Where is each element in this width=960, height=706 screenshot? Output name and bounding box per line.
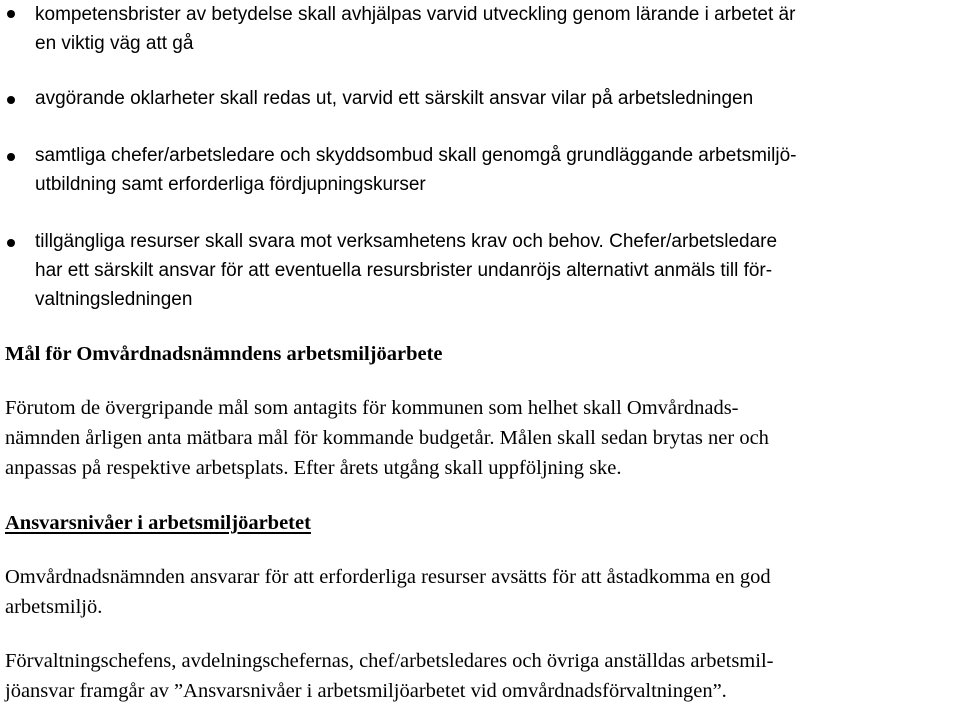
text-line: en viktig väg att gå: [35, 33, 194, 54]
text-line: avgörande oklarheter skall redas ut, varvid ett särskilt ansvar vilar på arbetsledningen: [35, 88, 754, 109]
section-heading: Mål för Omvårdnadsnämndens arbetsmiljöarbete: [5, 343, 443, 365]
text-line: arbetsmiljö.: [5, 596, 103, 618]
section-heading-text: Ansvarsnivåer i arbetsmiljöarbetet: [5, 512, 311, 534]
text-line: Förutom de övergripande mål som antagits för kommunen som helhet skall Omvårdnads-: [5, 397, 739, 419]
bullet-icon: [7, 10, 15, 18]
text-line: kompetensbrister av betydelse skall avhjälpas varvid utveckling genom lärande i arbetet är: [35, 4, 796, 25]
text-line: har ett särskilt ansvar för att eventuella resursbrister undanröjs alternativt anmäls till för-: [35, 260, 773, 281]
paragraph: [5, 393, 960, 483]
list-item-text: [35, 141, 960, 199]
paragraph: [5, 562, 960, 622]
bullet-icon: [7, 153, 15, 161]
text-line: utbildning samt erforderliga fördjupningskurser: [35, 174, 426, 195]
bullet-icon: [7, 96, 15, 104]
text-line: valtningsledningen: [35, 289, 193, 310]
text-line: samtliga chefer/arbetsledare och skyddsombud skall genomgå grundläggande arbetsmiljö-: [35, 145, 797, 166]
bullet-icon: [7, 239, 15, 247]
list-item-text: [35, 84, 960, 113]
paragraph: [5, 646, 960, 706]
text-line: Omvårdnadsnämnden ansvarar för att erforderliga resurser avsätts för att åstadkomma en god: [5, 566, 771, 588]
section-heading: [5, 508, 311, 538]
text-line: jöansvar framgår av ”Ansvarsnivåer i arbetsmiljöarbetet vid omvårdnadsförvaltningen”.: [5, 680, 727, 702]
list-item-text: [35, 227, 960, 314]
text-line: anpassas på respektive arbetsplats. Efter årets utgång skall uppföljning ske.: [5, 457, 622, 479]
text-line: nämnden årligen anta mätbara mål för kommande budgetår. Målen skall sedan brytas ner och: [5, 427, 769, 449]
text-line: tillgängliga resurser skall svara mot verksamhetens krav och behov. Chefer/arbetsledare: [35, 231, 778, 252]
text-line: Förvaltningschefens, avdelningschefernas, chef/arbetsledares och övriga anställdas arbetsmil-: [5, 650, 774, 672]
list-item-text: [35, 0, 960, 58]
